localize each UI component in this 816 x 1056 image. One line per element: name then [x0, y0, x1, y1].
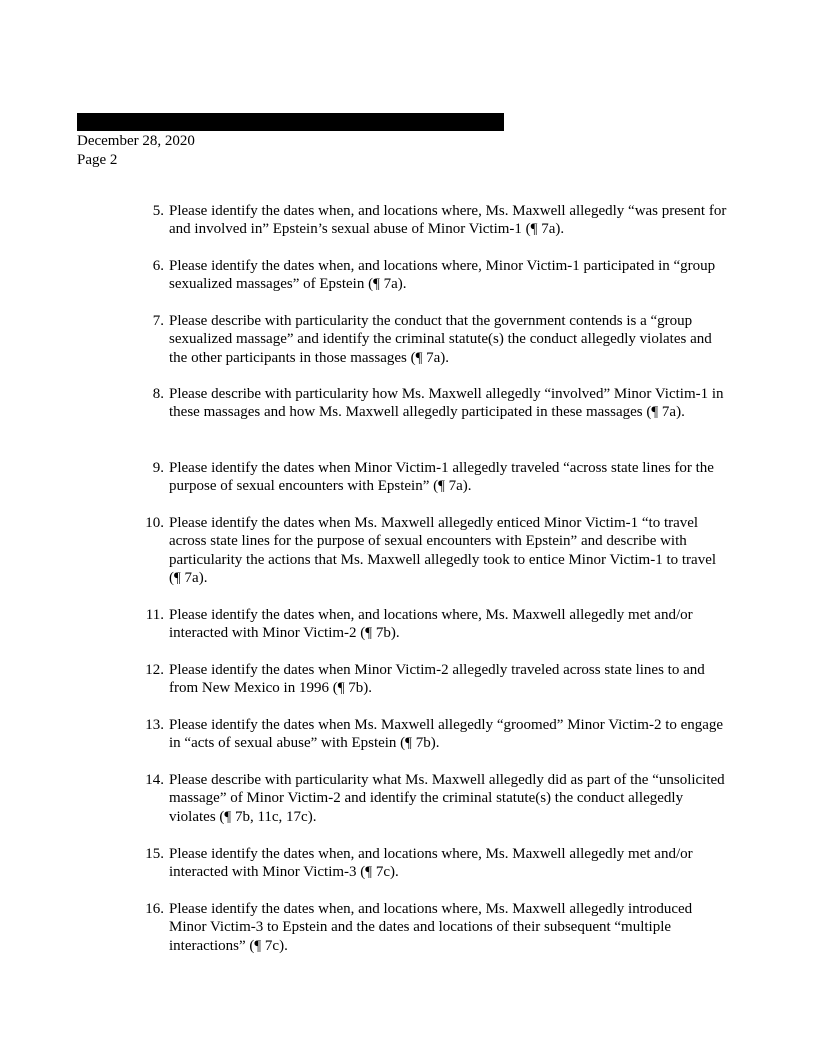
item-text: Please identify the dates when, and locations where, Ms. Maxwell allegedly met and/or interacted with Minor Victim-3 (¶ 7c).	[169, 846, 693, 881]
item-number: 15.	[145, 846, 164, 862]
list-item	[138, 606, 738, 643]
item-number: 7.	[152, 313, 164, 329]
item-number: 11.	[145, 607, 164, 623]
list-item	[138, 514, 738, 588]
item-text: Please describe with particularity how Ms. Maxwell allegedly “involved” Minor Victim-1 in these massages and how Ms. Maxwell allegedly participated in these massages (¶ 7a).	[169, 386, 724, 421]
item-text: Please identify the dates when, and locations where, Ms. Maxwell allegedly met and/or interacted with Minor Victim-2 (¶ 7b).	[169, 607, 693, 642]
item-text: Please identify the dates when Minor Victim-1 allegedly traveled “across state lines for the purpose of sexual encounters with Epstein” (¶ 7a).	[169, 460, 714, 495]
item-text: Please identify the dates when Ms. Maxwell allegedly enticed Minor Victim-1 “to travel across state lines for the purpose of sexual encounters with Epstein” and describe with particularity the actions that Ms. Maxwell allegedly took to entice Minor Victim-1 to travel (¶ 7a).	[169, 515, 717, 587]
item-number: 5.	[152, 203, 164, 219]
list-item	[138, 202, 738, 239]
item-number: 6.	[152, 258, 164, 274]
item-text: Please describe with particularity what Ms. Maxwell allegedly did as part of the “unsolicited massage” of Minor Victim-2 and identify the criminal statute(s) the conduct allegedly violates (¶ 7b, 11c, 17c).	[169, 772, 725, 825]
item-number: 8.	[152, 386, 164, 402]
list-item	[138, 716, 738, 753]
list-item	[138, 845, 738, 882]
letter-date: December 28, 2020	[77, 133, 195, 149]
item-text: Please identify the dates when Ms. Maxwell allegedly “groomed” Minor Victim-2 to engage in “acts of sexual abuse” with Epstein (¶ 7b).	[169, 717, 724, 752]
item-number: 9.	[152, 460, 164, 476]
list-item	[138, 257, 738, 294]
page-number: Page 2	[77, 152, 118, 168]
item-text: Please describe with particularity the conduct that the government contends is a “group sexualized massage” and identify the criminal statute(s) the conduct allegedly violates and the other participants in those massages (¶ 7a).	[169, 313, 712, 366]
list-item	[138, 771, 738, 826]
item-number: 10.	[145, 515, 164, 531]
item-text: Please identify the dates when Minor Victim-2 allegedly traveled across state lines to and from New Mexico in 1996 (¶ 7b).	[169, 662, 705, 697]
item-text: Please identify the dates when, and locations where, Ms. Maxwell allegedly introduced Minor Victim-3 to Epstein and the dates and locations of their subsequent “multiple interactions” (¶ 7c).	[169, 901, 693, 954]
list-item	[138, 661, 738, 698]
redaction-bar	[77, 113, 504, 131]
item-number: 12.	[145, 662, 164, 678]
list-item	[138, 459, 738, 496]
item-text: Please identify the dates when, and locations where, Minor Victim-1 participated in “group sexualized massages” of Epstein (¶ 7a).	[169, 258, 716, 293]
list-item	[138, 385, 738, 422]
item-number: 16.	[145, 901, 164, 917]
list-item	[138, 900, 738, 955]
item-text: Please identify the dates when, and locations where, Ms. Maxwell allegedly “was present for and involved in” Epstein’s sexual abuse of Minor Victim-1 (¶ 7a).	[169, 203, 727, 238]
list-item	[138, 312, 738, 367]
item-number: 14.	[145, 772, 164, 788]
item-number: 13.	[145, 717, 164, 733]
